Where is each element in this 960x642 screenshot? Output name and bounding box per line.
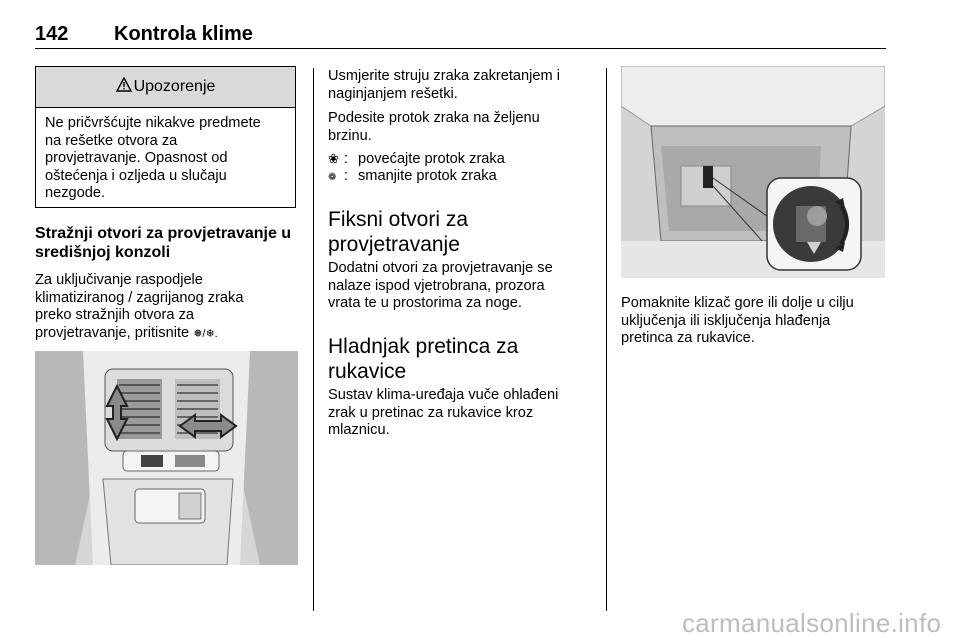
text-line: klimatiziranog / zagrijanog zraka (35, 289, 244, 306)
warning-text (36, 108, 295, 203)
text-line: Sustav klima-uređaja vuče ohlađeni (328, 387, 559, 403)
glovebox-heading (328, 334, 518, 384)
text-line: preko stražnjih otvora za (35, 307, 194, 323)
text-line: Usmjerite struju zraka zakretanjem i (328, 68, 560, 84)
glovebox-text (328, 387, 558, 440)
text-line: Za uključivanje raspodjele (35, 272, 203, 288)
warning-line: oštećenja i ozljeda u slučaju (45, 167, 227, 184)
watermark: carmanualsonline.info (682, 608, 942, 638)
text-line: zrak u pretinac za rukavice kroz (328, 404, 534, 421)
rear-vents-heading (35, 224, 291, 262)
glovebox-illustration (621, 66, 885, 278)
heading-line: Stražnji otvori za provjetravanje u (35, 225, 292, 242)
item-text: smanjite protok zraka (358, 168, 497, 184)
warning-box (35, 66, 296, 208)
page-title: Kontrola klime (114, 23, 253, 45)
item-text: povećajte protok zraka (358, 151, 505, 167)
page-header (35, 20, 886, 50)
glovebox-caption (621, 295, 854, 348)
column-divider (313, 68, 314, 611)
warning-title: Upozorenje (133, 78, 216, 95)
text-line: uključenja ili isključenja hlađenja (621, 312, 831, 329)
adjust-text-1 (328, 68, 560, 103)
text-line (35, 325, 243, 344)
decrease-flow-item (328, 168, 497, 187)
heading-line: Fiksni otvori za (328, 208, 469, 231)
text-line: nalaze ispod vjetrobrana, prozora (328, 277, 545, 294)
heading-line: provjetravanje (328, 233, 460, 256)
rear-vent-button-symbol: ❅/❄. (193, 327, 218, 340)
heading-line: Hladnjak pretinca za (328, 335, 519, 358)
rear-console-illustration (35, 351, 298, 565)
rear-vents-text (35, 272, 243, 343)
item-colon: : (344, 151, 349, 167)
warning-line: nezgode. (45, 185, 106, 201)
text-line: vrata te u prostorima za noge. (328, 295, 522, 311)
fan-low-icon: ❁ (328, 172, 337, 183)
column-divider (606, 68, 607, 611)
increase-flow-item (328, 150, 505, 169)
warning-line: Ne pričvršćujte nikakve predmete (45, 115, 261, 131)
fixed-vents-text (328, 260, 553, 313)
fixed-vents-heading (328, 207, 468, 257)
text-line: pretinca za rukavice. (621, 330, 755, 346)
text-line: naginjanjem rešetki. (328, 85, 458, 102)
text-line: brzinu. (328, 127, 372, 144)
page-number: 142 (35, 23, 69, 45)
text-line: Dodatni otvori za provjetravanje se (328, 260, 553, 276)
warning-header (36, 67, 295, 108)
warning-triangle-icon (116, 77, 132, 97)
text-line: mlaznicu. (328, 422, 390, 438)
heading-line: rukavice (328, 360, 407, 383)
fan-high-icon: ❀ (328, 151, 339, 166)
heading-line: središnjoj konzoli (35, 244, 171, 261)
adjust-text-2 (328, 110, 540, 145)
warning-line: na rešetke otvora za (45, 132, 178, 149)
item-colon: : (344, 168, 349, 184)
text-line: Pomaknite klizač gore ili dolje u cilju (621, 295, 854, 311)
warning-line: provjetravanje. Opasnost od (45, 150, 228, 166)
header-rule (35, 48, 886, 49)
text-line: Podesite protok zraka na željenu (328, 110, 540, 126)
text-line-part: provjetravanje, pritisnite (35, 324, 190, 341)
